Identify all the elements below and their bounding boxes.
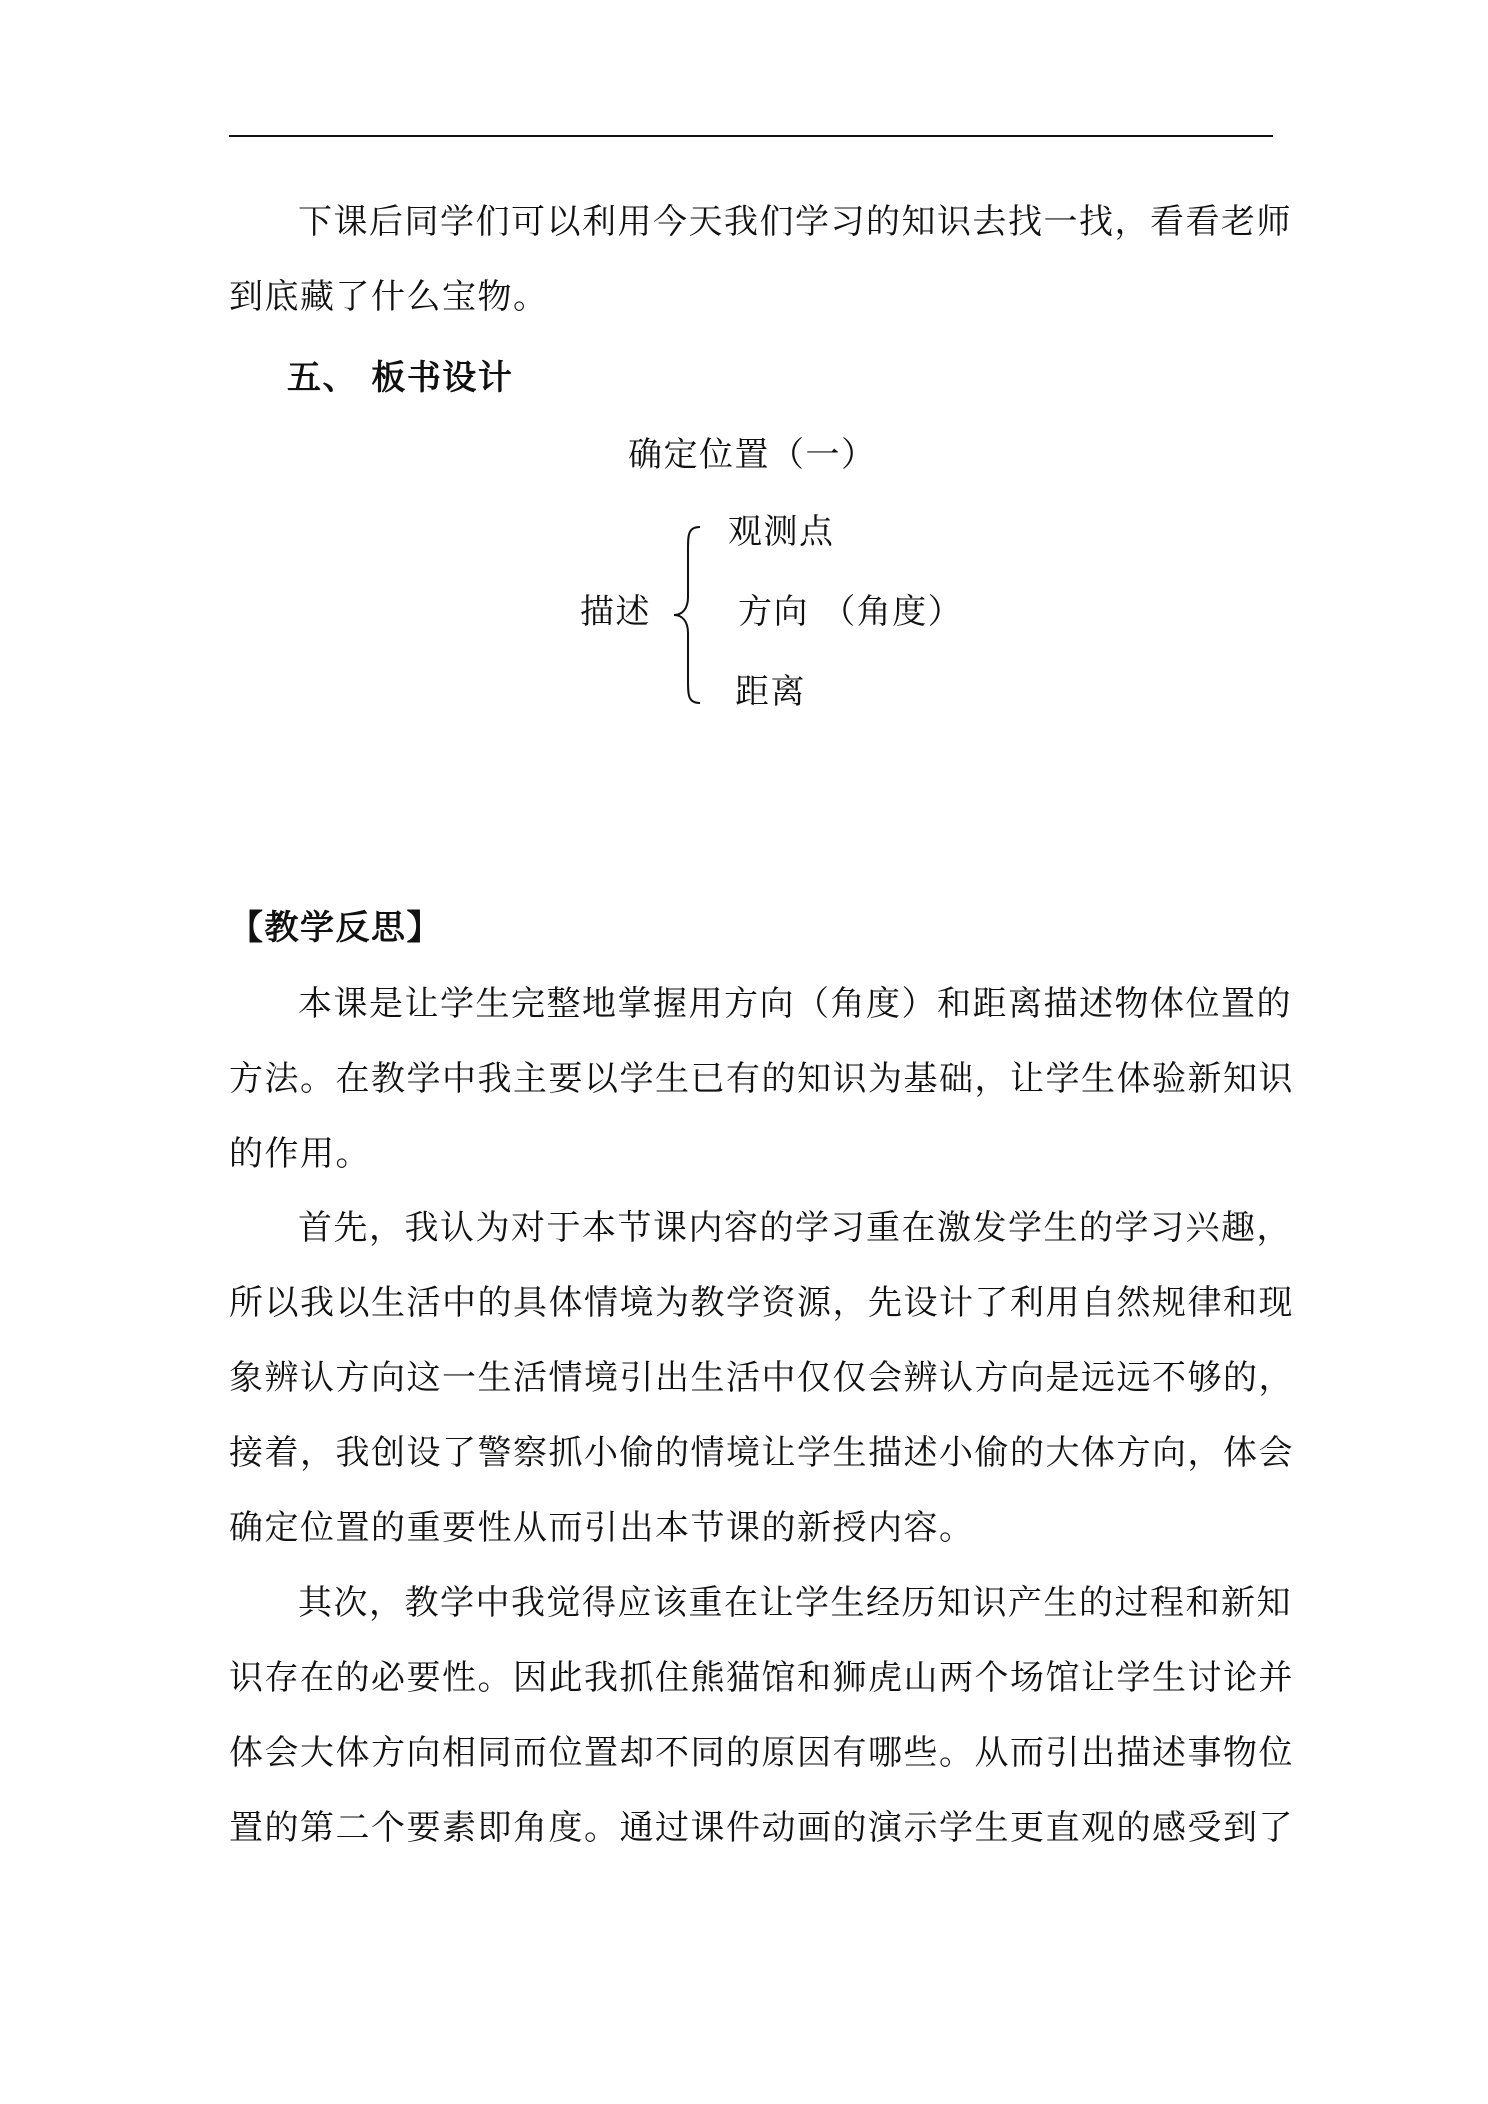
- reflection-line: 识存在的必要性。因此我抓住熊猫馆和狮虎山两个场馆让学生讨论并: [229, 1658, 1294, 1698]
- reflection-line: 其次，教学中我觉得应该重在让学生经历知识产生的过程和新知: [298, 1583, 1292, 1623]
- paragraph-line: 到底藏了什么宝物。: [229, 277, 549, 317]
- reflection-line: 象辨认方向这一生活情境引出生活中仅仅会辨认方向是远远不够的，: [229, 1358, 1294, 1398]
- curly-brace-icon: [670, 525, 704, 705]
- reflection-line: 方法。在教学中我主要以学生已有的知识为基础，让学生体验新知识: [229, 1059, 1294, 1099]
- reflection-line: 的作用。: [229, 1134, 371, 1174]
- board-title: 确定位置（一）: [628, 435, 877, 475]
- reflection-line: 本课是让学生完整地掌握用方向（角度）和距离描述物体位置的: [298, 984, 1292, 1024]
- section-heading: 五、 板书设计: [287, 358, 514, 398]
- paragraph-line: 下课后同学们可以利用今天我们学习的知识去找一找，看看老师: [298, 202, 1292, 242]
- board-item-direction: 方向 （角度）: [738, 592, 964, 632]
- header-rule: [229, 135, 1273, 137]
- reflection-line: 所以我以生活中的具体情境为教学资源，先设计了利用自然规律和现: [229, 1283, 1294, 1323]
- reflection-line: 首先，我认为对于本节课内容的学习重在激发学生的学习兴趣，: [298, 1208, 1292, 1248]
- reflection-line: 接着，我创设了警察抓小偷的情境让学生描述小偷的大体方向，体会: [229, 1433, 1294, 1473]
- board-describe-label: 描述: [580, 592, 651, 632]
- board-item-distance: 距离: [735, 672, 806, 712]
- reflection-line: 确定位置的重要性从而引出本节课的新授内容。: [229, 1508, 975, 1548]
- reflection-line: 置的第二个要素即角度。通过课件动画的演示学生更直观的感受到了: [229, 1808, 1294, 1848]
- board-item-observation-point: 观测点: [728, 512, 835, 552]
- reflection-heading: 【教学反思】: [229, 908, 442, 948]
- reflection-line: 体会大体方向相同而位置却不同的原因有哪些。从而引出描述事物位: [229, 1733, 1294, 1773]
